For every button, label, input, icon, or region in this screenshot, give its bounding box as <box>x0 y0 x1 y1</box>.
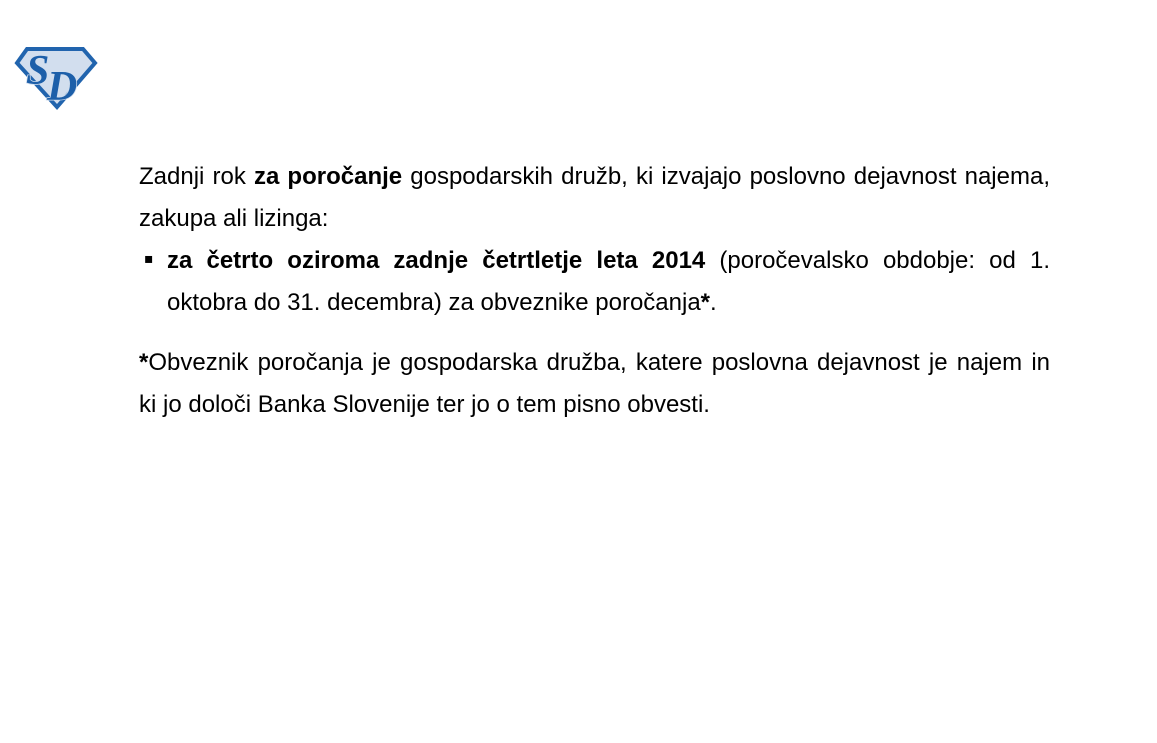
footnote-line-2 <box>139 384 1050 426</box>
text-run: gospodarskih družb, ki izvajajo poslovno dejavnost najema, <box>402 163 1050 190</box>
bullet-line-2 <box>167 282 1050 324</box>
intro-line-2 <box>139 198 1050 240</box>
bullet-item <box>139 240 1050 324</box>
footnote-paragraph <box>139 342 1050 426</box>
text-run-bold: * <box>139 349 149 376</box>
text-run: (poročevalsko obdobje: od 1. <box>705 247 1050 274</box>
text-run: zakupa ali lizinga: <box>139 205 329 232</box>
square-bullet-icon: ▪ <box>144 251 154 267</box>
sd-shield-logo-icon <box>14 46 98 110</box>
text-run: Zadnji rok <box>139 163 254 190</box>
intro-paragraph <box>139 156 1050 240</box>
text-run: . <box>710 289 717 316</box>
text-run: oktobra do 31. decembra) za obveznike poročanja <box>167 289 701 316</box>
footnote-line-1 <box>139 342 1050 384</box>
text-run-bold: * <box>700 289 711 316</box>
text-run: ki jo določi Banka Slovenije ter jo o tem pisno obvesti. <box>139 391 710 418</box>
text-run-bold: za poročanje <box>253 163 403 190</box>
text-run-bold: za četrto oziroma zadnje četrtletje leta 2014 <box>167 247 706 274</box>
logo-letter-d: D <box>47 64 78 110</box>
document-body <box>139 156 1050 426</box>
logo-letter-s: S <box>26 48 50 94</box>
text-run: Obveznik poročanja je gospodarska družba, katere poslovna dejavnost je najem in <box>148 349 1050 376</box>
bullet-line-1 <box>167 240 1050 282</box>
org-logo <box>14 46 98 110</box>
intro-line-1 <box>139 156 1050 198</box>
